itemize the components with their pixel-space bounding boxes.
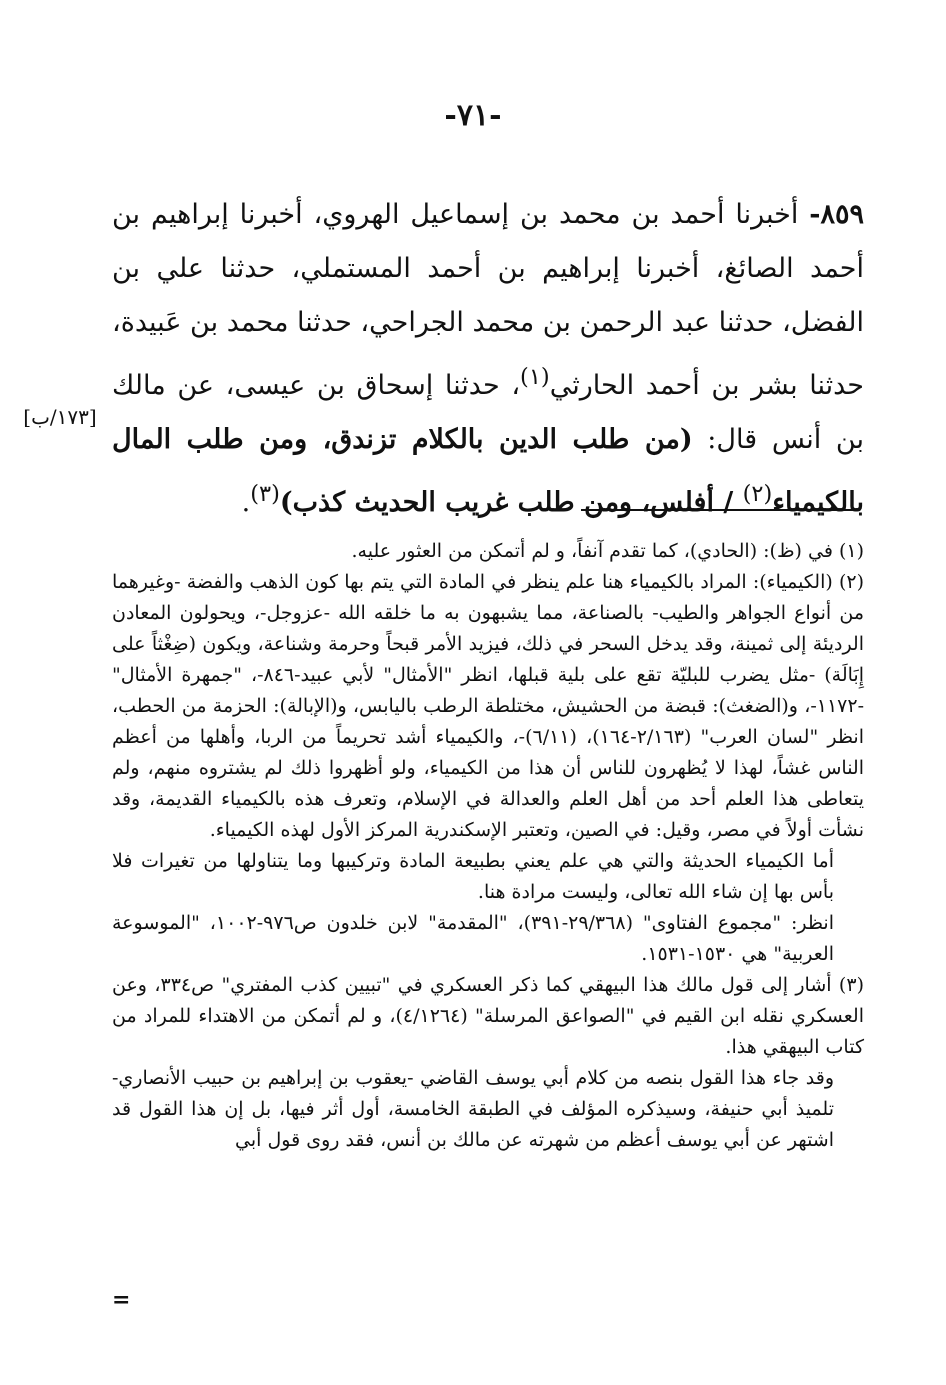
hadith-number: ٨٥٩- [809,199,864,230]
footnote-3-paragraph-2: وقد جاء هذا القول بنصه من كلام أبي يوسف القاضي -يعقوب بن إبراهيم بن حبيب الأنصاري- تلميذ أبي حنيفة، وسيذكره المؤلف في الطبقة الخامسة، أول أثر فيها، بل إن هذا القول قد اشتهر عن أبي يوسف أعظم من شهرته عن مالك بن أنس، فقد روى قول أبي [112,1067,834,1151]
continuation-marker: = [112,1287,131,1313]
manuscript-folio-reference: [١٧٣/ب] [23,405,97,429]
hadith-isnad: أخبرنا أحمد بن محمد بن إسماعيل الهروي، أخبرنا إبراهيم بن أحمد الصائغ، أخبرنا إبراهيم بن أحمد المستملي، حدثنا علي بن الفضل، حدثنا عبد الرحمن بن محمد الجراحي، حدثنا محمد بن عَبيدة، حدثنا بشر بن أحمد الحارثي [112,199,864,401]
footnote-3: (٣) أشار إلى قول مالك هذا البيهقي كما ذكر العسكري في "تبيين كذب المفتري" ص٣٣٤، وعن العسكري نقله ابن القيم في "الصواعق المرسلة" (٤/١٢٦٤)، و لم أتمكن من الاهتداء للمراد من كتاب البيهقي هذا. [112,974,864,1058]
footnote-ref-3: (٣) [250,481,280,507]
footnote-ref-1: (١) [520,364,550,390]
hadith-matn-part2: / أفلس، ومن طلب غريب الحديث كذب) [279,487,743,518]
footnote-2-paragraph-3: انظر: "مجموع الفتاوى" (٢٩/٣٦٨-٣٩١)، "المقدمة" لابن خلدون ص٩٧٦-١٠٠٢، "الموسوعة العربية" هي ١٥٣٠-١٥٣١. [112,912,834,965]
hadith-matn-part1: (من طلب الدين بالكلام تزندق، ومن طلب المال بالكيمياء [112,424,864,518]
footnotes-section [112,536,864,1156]
hadith-paragraph [112,188,864,530]
footnote-2-paragraph-2: أما الكيمياء الحديثة والتي هي علم يعني بطبيعة المادة وتركيبها وما يتناولها من تغيرات فلا بأس بها إن شاء الله تعالى، وليست مرادة هنا. [112,850,834,903]
hadith-ending: . [241,487,251,518]
page-number: -٧١- [444,98,502,133]
footnote-1: (١) في (ظ): (الحادي)، كما تقدم آنفاً، و لم أتمكن من العثور عليه. [351,540,864,562]
footnote-2: (٢) (الكيمياء): المراد بالكيمياء هنا علم ينظر في المادة التي يتم بها كون الذهب والفضة -وغيرهما من أنواع الجواهر والطيب- بالصناعة، مما يشبهون به ما خلقه الله -عزوجل-، ويحولون المعادن الرديئة إلى ثمينة، وقد يدخل السحر في ذلك، فيزيد الأمر قبحاً وحرمة وشناعة، ويكون (ضِغْثاً على إِبَالَة) -مثل يضرب للبليّة تقع على بلية قبلها، انظر "الأمثال" لأبي عبيد-٨٤٦-، "جمهرة الأمثال" -١١٧٢-، و(الضغث): قبضة من الحشيش، مختلطة الرطب باليابس، و(الإبالة): الحزمة من الحطب، انظر "لسان العرب" (٢/١٦٣-١٦٤)، (٦/١١)-، والكيمياء أشد تحريماً من الربا، وأهلها من أعظم الناس غشاً، لهذا لا يُظهرون للناس أن هذا من الكيمياء، ولو أظهروا ذلك لم يشتروه منهم، ولم يتعاطى هذا العلم أحد من أهل العلم والعدالة في الإسلام، وتعرف هذه بالكيمياء القديمة، وقد نشأت أولاً في مصر، وقيل: في الصين، وتعتبر الإسكندرية المركز الأول لهذه الكيمياء. [112,571,864,841]
hadith-chain-end: ، حدثنا إسحاق بن عيسى، عن مالك بن أنس قال: [112,370,864,455]
footnote-separator [581,509,860,511]
footnote-ref-2: (٢) [742,481,773,507]
